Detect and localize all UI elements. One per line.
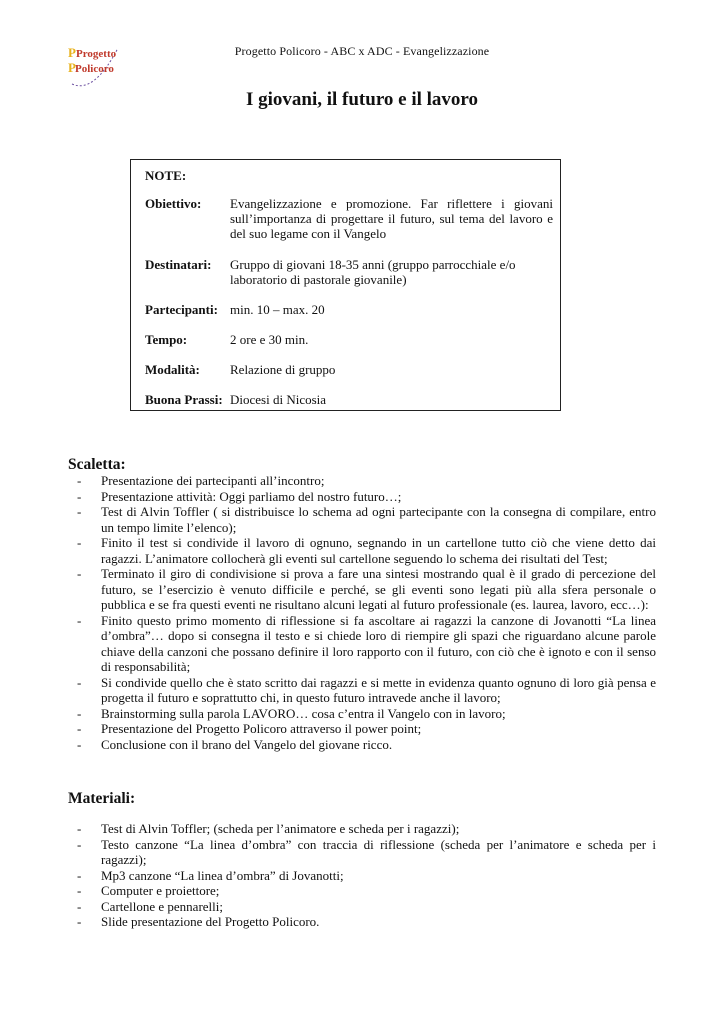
notes-value: Diocesi di Nicosia [230,392,327,407]
list-item: - Brainstorming sulla parola LAVORO… cosa c’entra il Vangelo con in lavoro; [68,706,656,722]
list-item: - Computer e proiettore; [68,883,656,899]
notes-label: Tempo: [145,332,188,347]
list-item: - Presentazione attività: Oggi parliamo del nostro futuro…; [68,489,656,505]
list-item: - Slide presentazione del Progetto Policoro. [68,914,656,930]
notes-box [130,159,561,411]
list-item: - Presentazione del Progetto Policoro attraverso il power point; [68,721,656,737]
notes-label: Buona Prassi: [145,392,223,407]
notes-label: Destinatari: [145,257,212,272]
list-item: - Testo canzone “La linea d’ombra” con traccia di riflessione (scheda per l’animatore e scheda per i ragazzi); [68,837,656,868]
notes-value: 2 ore e 30 min. [230,332,309,347]
list-item: - Mp3 canzone “La linea d’ombra” di Jovanotti; [68,868,656,884]
list-item: - Presentazione dei partecipanti all’incontro; [68,473,656,489]
notes-value: Gruppo di giovani 18-35 anni (gruppo parrocchiale e/o laboratorio di pastorale giovanile) [230,257,516,287]
svg-text:P: P [68,45,76,60]
scaletta-list [68,473,656,752]
list-item: - Finito il test si condivide il lavoro di ognuno, segnando in un cartellone tutto ciò che viene detto dai ragazzi. L’animatore collocherà gli eventi sul cartellone seguendo lo schema dei risultati del Test; [68,535,656,566]
list-item: - Finito questo primo momento di riflessione si fa ascoltare ai ragazzi la canzone di Jovanotti “La linea d’ombra”… dopo si consegna il testo e si chiede loro di riempire gli spazi che riguardano alcune parole chiave della canzoni che possano definire il loro rapporto con il futuro, con ciò che è ignoto e con il senso di responsabilità; [68,613,656,675]
notes-label: Obiettivo: [145,196,202,211]
document-title: I giovani, il futuro e il lavoro [245,89,479,110]
scaletta-heading: Scaletta: [68,456,126,473]
list-item: - Terminato il giro di condivisione si prova a fare una sintesi mostrando qual è il grado di percezione del futuro, se l’esercizio è venuto difficile e perché, se gli eventi sono legati più alla sfera personale o pubblica e se fra questi eventi ne risultano alcuni legati al futuro professionale (es. laurea, lavoro, ecc…): [68,566,656,613]
svg-text:P: P [68,60,76,75]
list-item: - Conclusione con il brano del Vangelo del giovane ricco. [68,737,656,753]
page-header: Progetto Policoro - ABC x ADC - Evangelizzazione [234,44,490,58]
notes-value: Relazione di gruppo [230,362,336,377]
list-item: - Si condivide quello che è stato scritto dai ragazzi e si mette in evidenza quanto ognuno di loro già pensa e progetta il futuro e soprattutto chi, in questo futuro intravede anche il lavoro; [68,675,656,706]
list-item: - Test di Alvin Toffler ( si distribuisce lo schema ad ogni partecipante con la consegna di compilare, entro un tempo limite l’elenco); [68,504,656,535]
notes-label: Partecipanti: [145,302,218,317]
materiali-heading: Materiali: [68,790,136,807]
notes-value: Evangelizzazione e promozione. Far riflettere i giovani sull’importanza di progettare il futuro, sul tema del lavoro e del suo legame con il Vangelo [230,196,553,241]
notes-value: min. 10 – max. 20 [230,302,325,317]
list-item: - Cartellone e pennarelli; [68,899,656,915]
notes-heading: NOTE: [145,168,187,183]
list-item: - Test di Alvin Toffler; (scheda per l’animatore e scheda per i ragazzi); [68,821,656,837]
svg-text:Policoro: Policoro [75,63,114,75]
materiali-list [68,821,656,930]
notes-label: Modalità: [145,362,200,377]
svg-text:Progetto: Progetto [76,48,117,60]
